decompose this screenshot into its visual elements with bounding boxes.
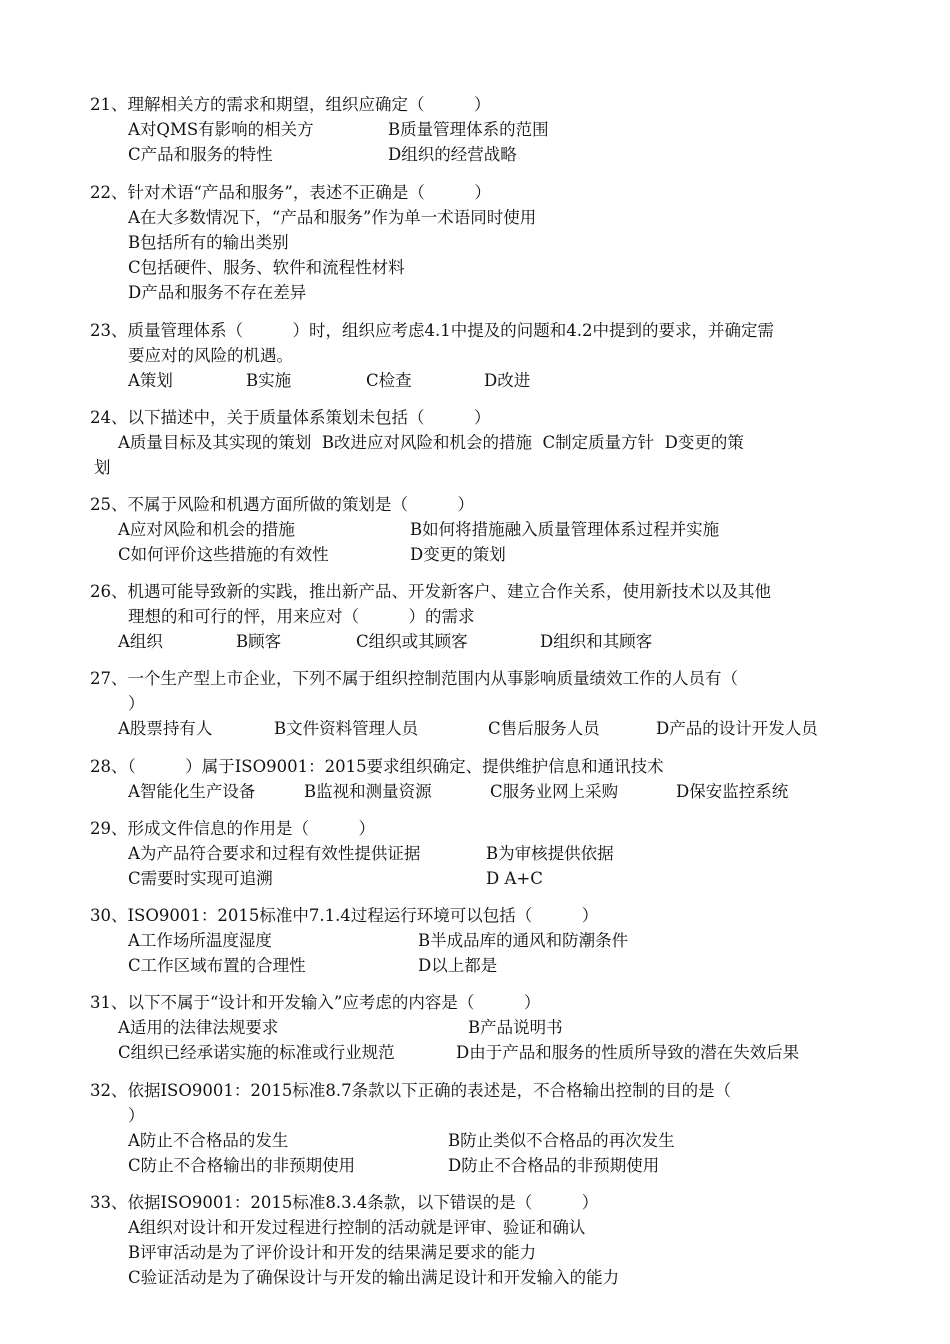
option-b: B为审核提供依据 [486,844,614,863]
option-d: D防止不合格品的非预期使用 [448,1156,660,1175]
option-c: C服务业网上采购 [490,782,619,801]
question-stem: 21、理解相关方的需求和期望，组织应确定（ ） [90,95,491,114]
question-stem: 28、（ ）属于ISO9001：2015要求组织确定、提供维护信息和通讯技术 [90,757,664,776]
option-d: D改进 [484,371,531,390]
option-c: C工作区域布置的合理性 [128,956,306,975]
question-stem-continued: 理想的和可行的怦，用来应对（ ）的需求 [128,607,475,626]
option-a: A股票持有人 [118,719,213,738]
option-b: B文件资料管理人员 [274,719,419,738]
option-a: A适用的法律法规要求 [118,1018,279,1037]
option-b: B防止类似不合格品的再次发生 [448,1131,675,1150]
option-b: B包括所有的输出类别 [128,233,289,252]
option-b: B评审活动是为了评价设计和开发的结果满足要求的能力 [128,1243,537,1262]
question-stem-continued: ） [128,694,145,713]
option-b: B半成品库的通风和防潮条件 [418,931,629,950]
option-d: D组织和其顾客 [540,632,653,651]
option-b: B监视和测量资源 [304,782,432,801]
option-d: D组织的经营战略 [388,145,517,164]
option-a: A为产品符合要求和过程有效性提供证据 [128,844,421,863]
option-c: C如何评价这些措施的有效性 [118,545,329,564]
question-stem: 32、依据ISO9001：2015标准8.7条款以下正确的表述是，不合格输出控制的目的是（ [90,1081,732,1100]
option-c: C售后服务人员 [488,719,600,738]
option-b: B质量管理体系的范围 [388,120,549,139]
option-a: A策划 [128,371,173,390]
option-line-continued: 划 [94,458,111,477]
option-d: D保安监控系统 [676,782,789,801]
option-c: C组织或其顾客 [356,632,468,651]
option-c: C包括硬件、服务、软件和流程性材料 [128,258,405,277]
option-b: B实施 [246,371,292,390]
question-stem: 22、针对术语“产品和服务”，表述不正确是（ ） [90,183,491,202]
question-stem: 27、一个生产型上市企业，下列不属于组织控制范围内从事影响质量绩效工作的人员有（ [90,669,738,688]
option-c: C组织已经承诺实施的标准或行业规范 [118,1043,395,1062]
question-stem-continued: ） [128,1106,145,1125]
option-d: D以上都是 [418,956,498,975]
option-a: A在大多数情况下，“产品和服务”作为单一术语同时使用 [128,208,537,227]
question-stem: 29、形成文件信息的作用是（ ） [90,819,375,838]
question-stem: 23、质量管理体系（ ）时，组织应考虑4.1中提及的问题和4.2中提到的要求，并确定需 [90,321,774,340]
option-c: C检查 [366,371,412,390]
question-stem: 33、依据ISO9001：2015标准8.3.4条款，以下错误的是（ ） [90,1193,599,1212]
option-d: D产品和服务不存在差异 [128,283,307,302]
option-c: C需要时实现可追溯 [128,869,273,888]
option-b: B顾客 [236,632,282,651]
option-line: A质量目标及其实现的策划 B改进应对风险和机会的措施 C制定质量方针 D变更的策 [118,433,744,452]
question-stem: 30、ISO9001：2015标准中7.1.4过程运行环境可以包括（ ） [90,906,599,925]
option-a: A智能化生产设备 [128,782,256,801]
option-a: A工作场所温度湿度 [128,931,272,950]
option-c: C防止不合格输出的非预期使用 [128,1156,356,1175]
question-stem: 31、以下不属于“设计和开发输入”应考虑的内容是（ ） [90,993,541,1012]
option-b: B如何将措施融入质量管理体系过程并实施 [410,520,720,539]
question-stem-continued: 要应对的风险的机遇。 [128,346,293,365]
question-stem: 26、机遇可能导致新的实践，推出新产品、开发新客户、建立合作关系，使用新技术以及其他 [90,582,771,601]
option-b: B产品说明书 [468,1018,563,1037]
option-a: A对QMS有影响的相关方 [128,120,314,139]
option-a: A组织 [118,632,163,651]
option-d: D A+C [486,869,543,888]
option-d: D变更的策划 [410,545,506,564]
option-a: A防止不合格品的发生 [128,1131,289,1150]
option-d: D由于产品和服务的性质所导致的潜在失效后果 [456,1043,800,1062]
option-d: D产品的设计开发人员 [656,719,818,738]
question-stem: 25、不属于风险和机遇方面所做的策划是（ ） [90,495,474,514]
option-a: A应对风险和机会的措施 [118,520,295,539]
question-stem: 24、以下描述中，关于质量体系策划未包括（ ） [90,408,491,427]
option-a: A组织对设计和开发过程进行控制的活动就是评审、验证和确认 [128,1218,586,1237]
option-c: C产品和服务的特性 [128,145,273,164]
option-c: C验证活动是为了确保设计与开发的输出满足设计和开发输入的能力 [128,1268,620,1287]
